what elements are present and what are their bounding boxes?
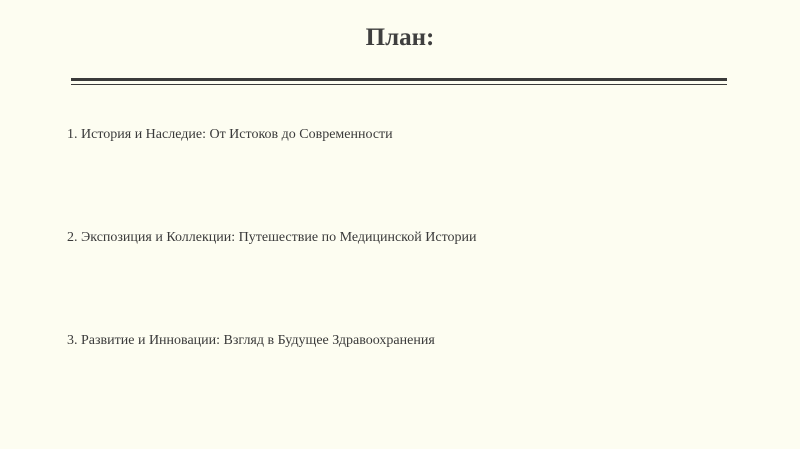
title-divider-thick: [71, 78, 727, 81]
slide-title: План:: [365, 24, 435, 51]
plan-item-2: 2. Экспозиция и Коллекции: Путешествие по Медицинской Истории: [67, 230, 477, 245]
title-divider-thin: [71, 84, 727, 85]
plan-item-3: 3. Развитие и Инновации: Взгляд в Будущее Здравоохранения: [67, 333, 435, 348]
plan-item-1: 1. История и Наследие: От Истоков до Современности: [67, 127, 393, 142]
